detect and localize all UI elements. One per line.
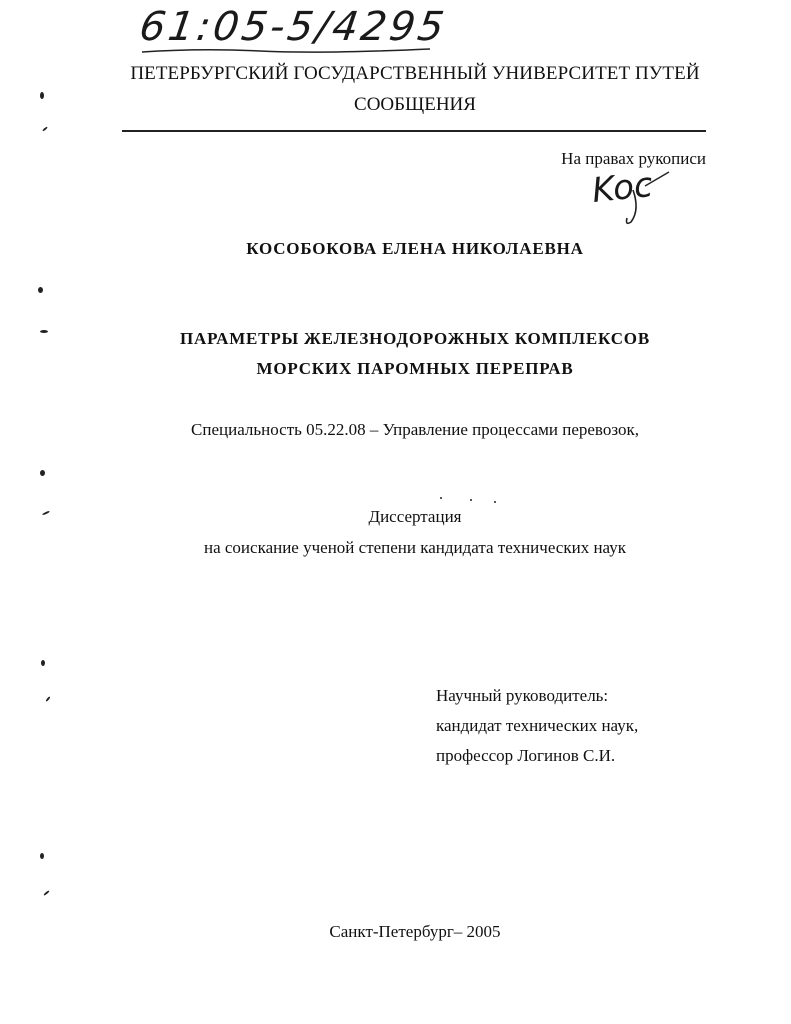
- degree-line: на соискание ученой степени кандидата технических наук: [203, 538, 626, 557]
- scan-speck: [40, 470, 45, 476]
- dissertation-title-line1: ПАРАМЕТРЫ ЖЕЛЕЗНОДОРОЖНЫХ КОМПЛЕКСОВ: [180, 329, 650, 348]
- scan-speck: [440, 497, 442, 499]
- scan-speck: [42, 126, 48, 131]
- scan-speck: [494, 501, 496, 503]
- dissertation-title-line2: МОРСКИХ ПАРОМНЫХ ПЕРЕПРАВ: [256, 359, 574, 378]
- specialty: Специальность 05.22.08 – Управление процессами перевозок,: [191, 420, 639, 439]
- scan-speck: [40, 330, 48, 333]
- archive-code-underline: [140, 46, 440, 56]
- rights-notice: На правах рукописи: [561, 149, 706, 168]
- author-name: КОСОБОКОВА ЕЛЕНА НИКОЛАЕВНА: [246, 239, 584, 258]
- signature-text: Koc: [590, 164, 655, 212]
- university-name-line2: СООБЩЕНИЯ: [354, 94, 476, 115]
- supervisor-name: профессор Логинов С.И.: [436, 746, 616, 765]
- scan-speck: [470, 499, 472, 501]
- city-year: Санкт-Петербург– 2005: [329, 922, 501, 941]
- scan-speck: [41, 660, 45, 666]
- scan-speck: [38, 287, 43, 293]
- scan-speck: [43, 890, 50, 896]
- scan-speck: [45, 696, 50, 702]
- signature-flourish: [585, 160, 675, 230]
- supervisor-degree: кандидат технических наук,: [436, 716, 639, 735]
- scan-speck: [40, 92, 44, 99]
- archive-code: 61:05-5/4295: [136, 4, 450, 50]
- scan-speck: [40, 853, 44, 859]
- scan-speck: [42, 510, 50, 515]
- header-divider: [122, 130, 706, 132]
- supervisor-heading: Научный руководитель:: [436, 686, 609, 705]
- dissertation-label: Диссертация: [368, 507, 462, 526]
- university-name-line1: ПЕТЕРБУРГСКИЙ ГОСУДАРСТВЕННЫЙ УНИВЕРСИТЕТ ПУТЕЙ: [130, 63, 700, 84]
